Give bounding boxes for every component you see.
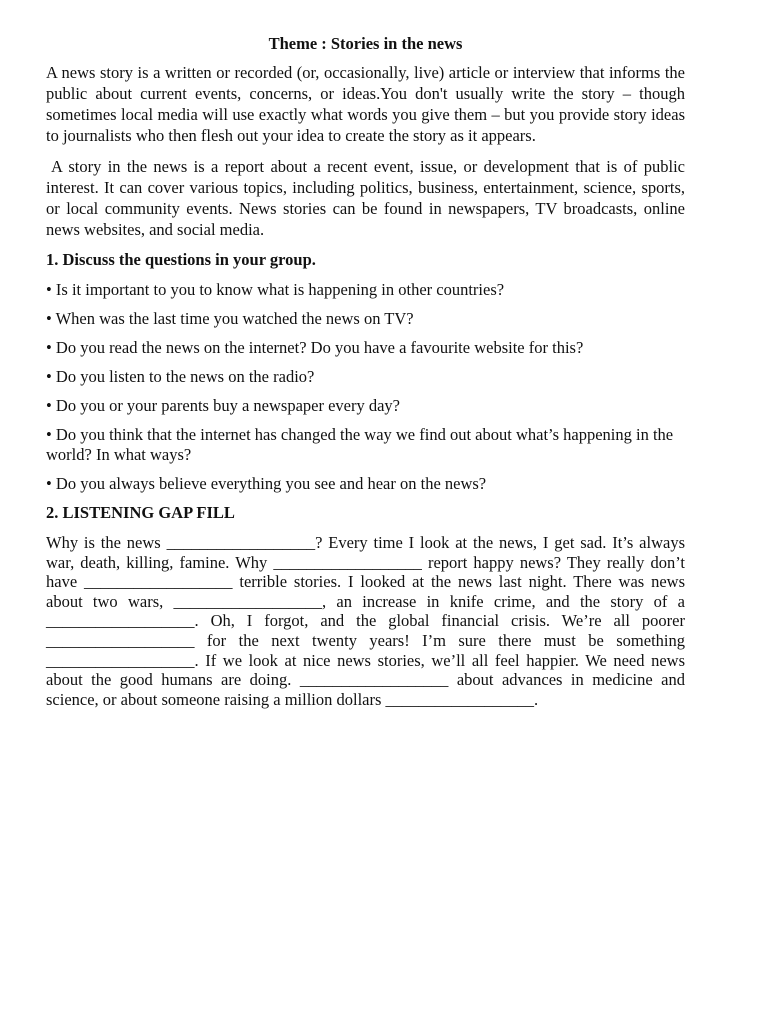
discussion-question-1: • Is it important to you to know what is happening in other countries?	[46, 280, 505, 299]
intro-paragraph-1: A news story is a written or recorded (or, occasionally, live) article or interview that informs the public about current events, concerns, or ideas.You don't usually write the story – though sometimes local media will use exactly what words you give them – but you provide story ideas to journalists who then flesh out your idea to create the story as it appears.	[46, 63, 685, 145]
intro-paragraph-2: A story in the news is a report about a recent event, issue, or development that is of public interest. It can cover various topics, including politics, business, entertainment, science, sports, or local community events. News stories can be found in newspapers, TV broadcasts, online news websites, and social media.	[46, 157, 685, 239]
discussion-question-6: • Do you think that the internet has changed the way we find out about what’s happening in the world? In what ways?	[46, 425, 674, 464]
document-page	[46, 34, 685, 709]
section-2-heading: 2. LISTENING GAP FILL	[46, 503, 235, 522]
document-title: Theme : Stories in the news	[268, 34, 463, 53]
discussion-question-2: • When was the last time you watched the news on TV?	[46, 309, 414, 328]
section-1-heading: 1. Discuss the questions in your group.	[46, 250, 316, 269]
discussion-question-3: • Do you read the news on the internet? Do you have a favourite website for this?	[46, 338, 584, 357]
discussion-question-4: • Do you listen to the news on the radio?	[46, 367, 315, 386]
gap-fill-text: Why is the news __________________? Every time I look at the news, I get sad. It’s always war, death, killing, famine. Why __________________ report happy news? They really don’t have __________________ terrible stories. I looked at the news last night. There was news about two wars, __________________, an increase in knife crime, and the story of a __________________. Oh, I forgot, and the global financial crisis. We’re all poorer __________________ for the next twenty years! I’m sure there must be something __________________. If we look at nice news stories, we’ll all feel happier. We need news about the good humans are doing. __________________ about advances in medicine and science, or about someone raising a million dollars __________________.	[46, 533, 685, 709]
discussion-question-7: • Do you always believe everything you see and hear on the news?	[46, 474, 487, 493]
discussion-question-5: • Do you or your parents buy a newspaper every day?	[46, 396, 400, 415]
